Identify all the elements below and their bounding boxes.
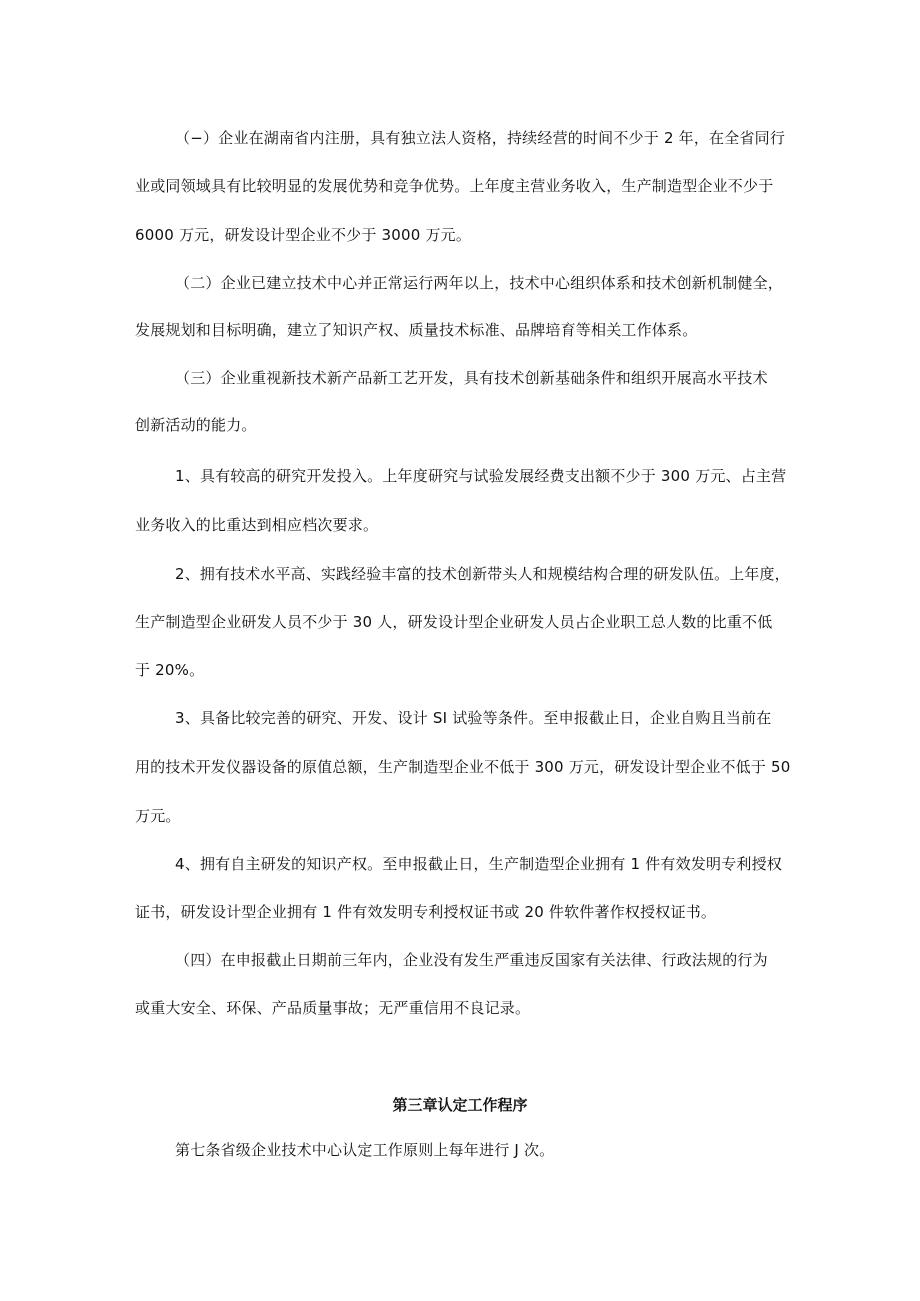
item-2-line-1: 2、拥有技术水平高、实践经验丰富的技术创新带头人和规模结构合理的研发队伍。上年度， bbox=[175, 565, 790, 583]
chapter-heading: 第三章认定工作程序 bbox=[392, 1096, 528, 1114]
item-4-line-2: 证书，研发设计型企业拥有 1 件有效发明专利授权证书或 20 件软件著作权授权证书。 bbox=[135, 903, 717, 921]
item-1-line-1: 1、具有较高的研究开发投入。上年度研究与试验发展经费支出额不少于 300 万元、占主营 bbox=[175, 467, 787, 485]
paragraph-1-line-2: 业或同领域具有比较明显的发展优势和竞争优势。上年度主营业务收入，生产制造型企业不少于 bbox=[135, 177, 774, 195]
item-1-line-2: 业务收入的比重达到相应档次要求。 bbox=[135, 516, 379, 534]
paragraph-1-line-1: （−）企业在湖南省内注册，具有独立法人资格，持续经营的时间不少于 2 年，在全省同行 bbox=[175, 129, 786, 147]
paragraph-2-line-2: 发展规划和目标明确，建立了知识产权、质量技术标准、品牌培育等相关工作体系。 bbox=[135, 321, 698, 339]
paragraph-4-line-2: 或重大安全、环保、产品质量事故；无严重信用不良记录。 bbox=[135, 999, 531, 1017]
paragraph-1-line-3: 6000 万元，研发设计型企业不少于 3000 万元。 bbox=[135, 226, 472, 244]
item-3-line-2: 用的技术开发仪器设备的原值总额，生产制造型企业不低于 300 万元，研发设计型企业不低于 50 bbox=[135, 758, 791, 776]
paragraph-3-line-2: 创新活动的能力。 bbox=[135, 416, 257, 434]
paragraph-2-line-1: （二）企业已建立技术中心并正常运行两年以上，技术中心组织体系和技术创新机制健全， bbox=[175, 274, 784, 292]
item-3-line-1: 3、具备比较完善的研究、开发、设计 SI 试验等条件。至申报截止日，企业自购且当前在 bbox=[175, 709, 772, 727]
paragraph-4-line-1: （四）在申报截止日期前三年内，企业没有发生严重违反国家有关法律、行政法规的行为 bbox=[175, 951, 768, 969]
item-2-line-2: 生产制造型企业研发人员不少于 30 人，研发设计型企业研发人员占企业职工总人数的比重不低 bbox=[135, 613, 773, 631]
item-4-line-1: 4、拥有自主研发的知识产权。至申报截止日，生产制造型企业拥有 1 件有效发明专利授权 bbox=[175, 855, 783, 873]
paragraph-3-line-1: （三）企业重视新技术新产品新工艺开发，具有技术创新基础条件和组织开展高水平技术 bbox=[175, 369, 768, 387]
article-7-text: 第七条省级企业技术中心认定工作原则上每年进行 J 次。 bbox=[175, 1141, 555, 1159]
item-2-line-3: 于 20%。 bbox=[135, 661, 205, 679]
item-3-line-3: 万元。 bbox=[135, 807, 181, 825]
